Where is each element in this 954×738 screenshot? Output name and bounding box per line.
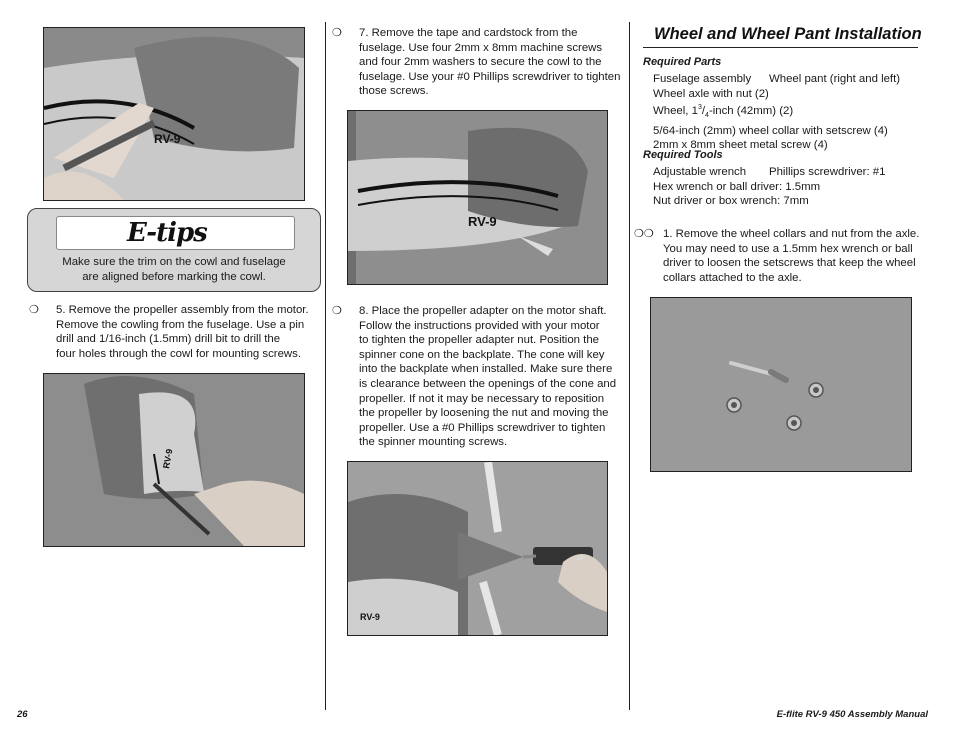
photo-marking-cowl-art: [44, 28, 304, 200]
step-1-line: collars attached to the axle.: [663, 271, 802, 284]
tool-nut-driver: Nut driver or box wrench: 7mm: [653, 195, 809, 208]
photo-drilling-cowl-art: [44, 374, 304, 546]
tool-phillips: Phillips screwdriver: #1: [769, 166, 886, 178]
photo-cowl-installed: [347, 110, 608, 285]
etips-box: [27, 208, 321, 292]
page-number: 26: [17, 709, 28, 720]
photo-drilling-cowl: [43, 373, 305, 547]
photo-drilling-cowl-label: RV-9: [161, 448, 175, 470]
etips-logo-panel: [56, 216, 295, 250]
step-1-line: You may need to use a 1.5mm hex wrench or ball: [663, 242, 913, 255]
part-collar: 5/64-inch (2mm) wheel collar with setscrew (4): [653, 124, 888, 137]
step-5-line: four holes through the cowl for mounting screws.: [56, 347, 302, 360]
required-tools-heading: Required Tools: [643, 149, 723, 161]
section-title: Wheel and Wheel Pant Installation: [654, 25, 922, 43]
photo-cowl-installed-label: RV-9: [468, 214, 497, 229]
photo-cowl-installed-art: [348, 111, 607, 284]
step-8-line: propeller. If not it may be necessary to reposition: [359, 392, 605, 405]
photo-wheel-collars: [650, 297, 912, 472]
step-8-line: propeller. Use a #0 Phillips screwdriver to tighten: [359, 421, 606, 434]
step-5-line: drill and 1/16-inch (1.5mm) drill bit to drill the: [56, 333, 281, 346]
photo-marking-cowl: [43, 27, 305, 201]
tool-wrench: Adjustable wrench: [653, 166, 747, 178]
column-divider-left: [325, 22, 326, 710]
part-screw: 2mm x 8mm sheet metal screw (4): [653, 139, 828, 152]
step-7-line: those screws.: [359, 85, 429, 98]
checkbox-bullet-step-1: ❍❍: [634, 228, 654, 240]
part-wheel-slash: /: [701, 104, 706, 117]
part-wheel-rest: -inch (42mm) (2): [708, 104, 794, 117]
step-8-line: the propeller by loosening the nut and moving the: [359, 407, 609, 420]
step-8-line: Follow the instructions provided with your motor: [359, 319, 600, 332]
manual-title: E-flite RV-9 450 Assembly Manual: [776, 709, 928, 720]
step-8-line: 8. Place the propeller adapter on the motor shaft.: [359, 305, 607, 317]
step-8-line: into the backplate when installed. Make sure there: [359, 363, 613, 376]
etips-logo: E-tips: [127, 218, 207, 248]
step-5-line: Remove the cowling from the fuselage. Use a pin: [56, 318, 305, 331]
part-wheel: [653, 101, 923, 124]
photo-marking-cowl-label: RV-9: [154, 132, 181, 146]
step-8-line: to tighten the propeller adapter nut. Position the: [359, 334, 599, 347]
photo-spinner-install-art: [348, 462, 607, 635]
part-wheel-sub: 4: [705, 112, 709, 120]
photo-spinner-tool-label: JP: [576, 556, 584, 562]
required-parts-list: [653, 72, 923, 153]
part-axle: Wheel axle with nut (2): [653, 87, 769, 100]
part-wheel-sup: 3: [697, 104, 702, 112]
part-wheel-pant: Wheel pant (right and left): [769, 73, 901, 85]
photo-spinner-install: [347, 461, 608, 636]
step-7-line: and four 2mm washers to secure the cowl to the: [359, 56, 602, 69]
required-tools-list: [653, 165, 923, 209]
etips-caption-line-2: are aligned before marking the cowl.: [82, 271, 266, 283]
step-8-line: spinner cone on the backplate. The cone will key: [359, 348, 605, 361]
photo-wheel-collars-art: [651, 298, 911, 471]
step-8-line: is clearance between the openings of the cone and: [359, 377, 617, 390]
step-8-line: the spinner mounting screws.: [359, 436, 508, 449]
column-divider-right: [629, 22, 630, 710]
checkbox-bullet-step-8: ❍: [332, 305, 342, 317]
step-1-line: driver to loosen the setscrews that keep the wheel: [663, 257, 916, 270]
photo-spinner-install-label: RV-9: [360, 612, 380, 622]
part-fuselage: Fuselage assembly: [653, 73, 752, 85]
checkbox-bullet-step-7: ❍: [332, 27, 342, 39]
step-7-line: fuselage. Use your #0 Phillips screwdriver to tighten: [359, 70, 621, 83]
section-title-rule: [643, 47, 918, 48]
etips-caption: [28, 255, 320, 285]
required-parts-heading: Required Parts: [643, 56, 722, 68]
etips-caption-line-1: Make sure the trim on the cowl and fuselage: [62, 256, 286, 268]
checkbox-bullet-step-5: ❍: [29, 304, 39, 316]
step-7-line: 7. Remove the tape and cardstock from the: [359, 27, 578, 39]
tool-hex: Hex wrench or ball driver: 1.5mm: [653, 180, 821, 193]
step-5-line: 5. Remove the propeller assembly from the motor.: [56, 304, 309, 316]
step-1-line: 1. Remove the wheel collars and nut from the axle.: [663, 228, 920, 240]
part-wheel-text: Wheel, 1: [653, 104, 698, 117]
step-7-line: fuselage. Use four 2mm x 8mm machine screws: [359, 41, 603, 54]
